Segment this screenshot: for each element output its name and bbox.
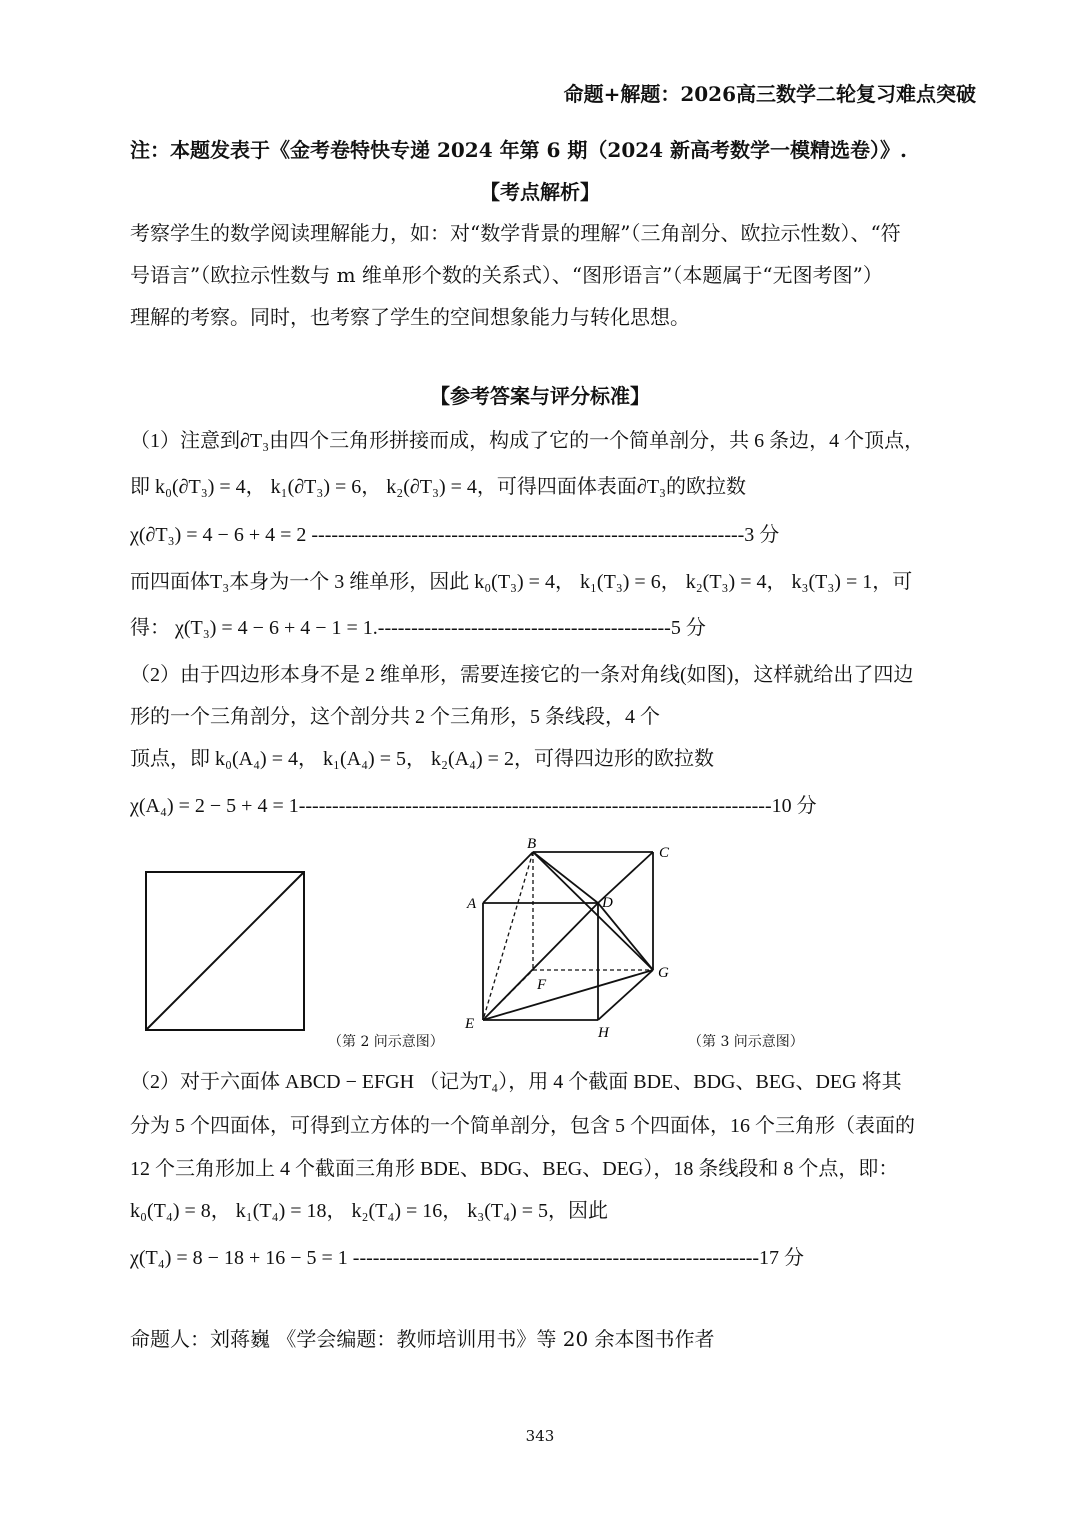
answer-line-2: 即 k₀(∂T₃) = 4， k₁(∂T₃) = 6， k₂(∂T₃) = 4，可得四面体表面∂T₃的欧拉数 xyxy=(130,476,747,498)
page-number: 343 xyxy=(525,1427,555,1445)
analysis-line-2: 号语言”（欧拉示性数与 m 维单形个数的关系式）、“图形语言”（本题属于“无图考图”） xyxy=(130,263,883,287)
section-title-analysis: 【考点解析】 xyxy=(480,180,600,204)
caption-right: （第 3 问示意图） xyxy=(688,1034,804,1050)
answer-line-4: 而四面体T₃本身为一个 3 维单形，因此 k₀(T₃) = 4， k₁(T₃) = 6， k₂(T₃) = 4， k₃(T₃) = 1，可 xyxy=(130,571,913,593)
section-title-answer: 【参考答案与评分标准】 xyxy=(430,384,650,408)
answer-line-9: χ(A₄) = 2 − 5 + 4 = 1-----------------------------------------------------------------------10 分 xyxy=(130,795,817,817)
analysis-line-1: 考察学生的数学阅读理解能力，如：对“数学背景的理解”（三角剖分、欧拉示性数）、“符 xyxy=(130,221,901,245)
source-note: 注：本题发表于《金考卷特快专递 2024 年第 6 期（2024 新高考数学一模精选卷）》. xyxy=(130,138,908,162)
answer-line-14: χ(T₄) = 8 − 18 + 16 − 5 = 1 -------------------------------------------------------------17 分 xyxy=(130,1247,805,1269)
answer-line-7: 形的一个三角剖分，这个剖分共 2 个三角形，5 条线段，4 个 xyxy=(130,706,660,728)
vertex-label-B: B xyxy=(527,836,537,852)
vertex-label-F: F xyxy=(537,977,547,993)
answer-line-5: 得： χ(T₃) = 4 − 6 + 4 − 1 = 1.--------------------------------------------5 分 xyxy=(130,617,706,639)
square-diagonal xyxy=(146,872,304,1030)
author-line: 命题人：刘蒋巍 《学会编题：教师培训用书》等 20 余本图书作者 xyxy=(130,1327,715,1351)
answer-line-10: （2）对于六面体 ABCD − EFGH （记为T₄），用 4 个截面 BDE、BDG、BEG、DEG 将其 xyxy=(130,1071,902,1093)
vertex-label-H: H xyxy=(598,1025,609,1041)
vertex-label-D: D xyxy=(602,895,613,911)
answer-line-12: 12 个三角形加上 4 个截面三角形 BDE、BDG、BEG、DEG），18 条线段和 8 个点，即： xyxy=(130,1158,899,1180)
square-diagram xyxy=(140,866,312,1036)
answer-line-8: 顶点，即 k₀(A₄) = 4， k₁(A₄) = 5， k₂(A₄) = 2，可得四边形的欧拉数 xyxy=(130,748,714,770)
answer-line-6: （2）由于四边形本身不是 2 维单形，需要连接它的一条对角线(如图)，这样就给出了四边 xyxy=(130,664,914,686)
answer-line-3: χ(∂T₃) = 4 − 6 + 4 = 2 -----------------------------------------------------------------3 分 xyxy=(130,524,780,546)
cube-diagram xyxy=(455,832,695,1044)
analysis-line-3: 理解的考察。同时，也考察了学生的空间想象能力与转化思想。 xyxy=(130,305,690,329)
caption-left: （第 2 问示意图） xyxy=(328,1034,444,1050)
vertex-label-C: C xyxy=(659,845,670,861)
answer-line-11: 分为 5 个四面体，可得到立方体的一个简单剖分，包含 5 个四面体，16 个三角形（表面的 xyxy=(130,1115,915,1137)
vertex-label-E: E xyxy=(465,1016,475,1032)
answer-line-1: （1）注意到∂T₃由四个三角形拼接而成，构成了它的一个简单剖分，共 6 条边，4 个顶点， xyxy=(130,430,925,452)
page-header: 命题+解题：2026高三数学二轮复习难点突破 xyxy=(563,82,976,106)
vertex-label-G: G xyxy=(658,965,669,981)
vertex-label-A: A xyxy=(467,896,477,912)
answer-line-13: k₀(T₄) = 8， k₁(T₄) = 18， k₂(T₄) = 16， k₃(T₄) = 5，因此 xyxy=(130,1200,609,1222)
